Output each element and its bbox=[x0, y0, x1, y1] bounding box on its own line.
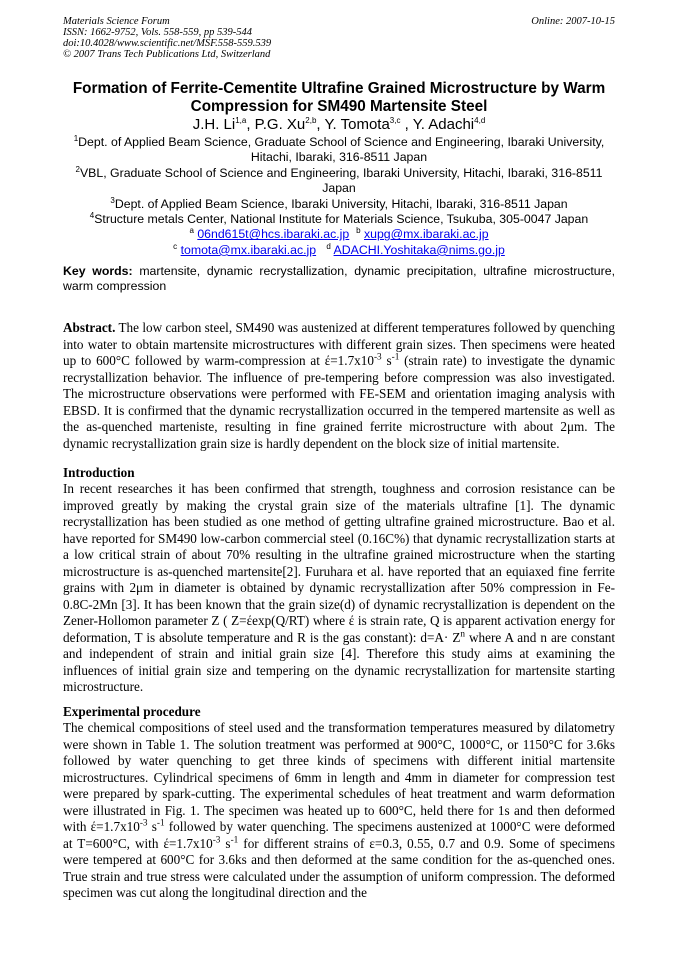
email-link-c[interactable]: tomota@mx.ibaraki.ac.jp bbox=[180, 242, 317, 257]
email-line-2: $^c$ tomota@mx.ibaraki.ac.jp $^d$ ADACHI.Yoshitaka@nims.go.jp bbox=[173, 241, 505, 257]
author-list bbox=[63, 116, 615, 134]
section-heading-experimental: Experimental procedure bbox=[63, 704, 201, 719]
author-name: , Y. Adachi bbox=[400, 116, 475, 133]
affiliation-block bbox=[63, 135, 615, 258]
journal-name: Materials Science Forum bbox=[63, 16, 170, 27]
email-line-1: $^a$ 06nd615t@hcs.ibaraki.ac.jp $^b$ xupg@mx.ibaraki.ac.jp bbox=[189, 226, 489, 242]
author-affil-mark: 3,c bbox=[389, 116, 401, 125]
affiliation-2: $^2$VBL, Graduate School of Science and Engineering, Ibaraki University, Hitachi, Ibaraki, 316-8511 Japan bbox=[75, 164, 603, 196]
keywords-text: martensite, dynamic recrystallization, dynamic precipitation, ultrafine microstructure, warm compression bbox=[63, 264, 615, 294]
abstract-label: Abstract. bbox=[63, 320, 116, 335]
affiliation-1: $^1$Dept. of Applied Beam Science, Graduate School of Science and Engineering, Ibaraki University, Hitachi, Ibaraki, 316-8511 Japan bbox=[73, 133, 605, 165]
email-link-a[interactable]: 06nd615t@hcs.ibaraki.ac.jp bbox=[197, 227, 350, 242]
affiliation-4: $^4$Structure metals Center, National Institute for Materials Science, Tsukuba, 305-0047 Japan bbox=[89, 210, 589, 227]
experimental-paragraph: The chemical compositions of steel used and the transformation temperatures measured by dilatometry were shown in Table 1. The solution treatment was performed at 900°C, 1000°C, or 1150°C for 3.6ks followed by water quenching to get three kinds of specimens with different initial martensite microstructures. Cylindrical specimens of 6mm in length and 4mm in diameter for compression test were prepared by spark-cutting. The experimental schedules of heat treatment and warm deformation were illustrated in Fig. 1. The specimen was heated up to 600°C, held there for 1s and then deformed with $έ=1.7x10^{-3}$ $s^{-1}$ followed by water quenching. The specimens austenized at 1000°C were deformed at T=600°C, with $έ=1.7x10^{-3}$ $s^{-1}$ for different strains of ε=0.3, 0.55, 0.7 and 0.9. Some of specimens were tempered at 600°C for 3.6ks and then deformed at the same condition for the as-quenched ones. True strain and true stress were calculated under the assumption of uniform compression. The deformed specimen was cut along the longitudinal direction and the bbox=[63, 720, 615, 900]
keywords bbox=[63, 264, 615, 294]
introduction-paragraph: In recent researches it has been confirmed that strength, toughness and corrosion resistance can be improved greatly by making the crystal grain size of the materials ultrafine [1]. The dynamic recrystallization has been studied as one method of getting ultrafine grained microstructure. Bao et al. have reported for SM490 low-carbon commercial steel (0.16C%) that dynamic recrystallization starts at a low critical strain of about 70% resulting in the ultrafine grained microstructure when the starting microstructure is as-quenched martensite[2]. Furuhara et al. have reported that an equiaxed fine ferrite grains with 2μm in diameter is obtained by dynamic recrystallization after 50% compression in Fe-0.8C-2Mn [3]. It has been known that the grain size(d) of dynamic recrystallization is dependent on the Zener-Hollomon parameter Z ( Z=έexp(Q/RT) where έ is strain rate, Q is apparent activation energy for deformation, T is absolute temperature and R is the gas constant): $d=A\cdot Z^n$ where A and n are constant and independent of strain and initial grain size [4]. Therefore this study aims at examining the influences of initial grain size and tempering on the dynamic recrystallization for martensite starting microstructure. bbox=[63, 481, 615, 694]
affiliation-3: $^3$Dept. of Applied Beam Science, Ibaraki University, Hitachi, Ibaraki, 316-8511 Japan bbox=[110, 195, 568, 211]
author-affil-mark: 2,b bbox=[305, 116, 317, 125]
issn-line: ISSN: 1662-9752, Vols. 558-559, pp 539-544 bbox=[63, 27, 252, 38]
author-name: , P.G. Xu bbox=[246, 116, 306, 133]
email-link-d[interactable]: ADACHI.Yoshitaka@nims.go.jp bbox=[333, 242, 505, 257]
author-name: J.H. Li bbox=[192, 116, 236, 133]
paper-title: Formation of Ferrite-Cementite Ultrafine Grained Microstructure by Warm Compression for SM490 Martensite Steel bbox=[72, 80, 606, 115]
doi-line: doi:10.4028/www.scientific.net/MSF.558-559.539 bbox=[63, 38, 272, 49]
author-affil-mark: 1,a bbox=[235, 116, 247, 125]
keywords-label: Key words: bbox=[63, 264, 133, 278]
section-heading-introduction: Introduction bbox=[63, 465, 135, 480]
online-date: Online: 2007-10-15 bbox=[531, 16, 615, 27]
email-link-b[interactable]: xupg@mx.ibaraki.ac.jp bbox=[363, 227, 489, 242]
copyright-line: © 2007 Trans Tech Publications Ltd, Switzerland bbox=[63, 49, 271, 60]
journal-header bbox=[63, 16, 271, 60]
author-affil-mark: 4,d bbox=[474, 116, 486, 125]
abstract: Abstract. The low carbon steel, SM490 was austenized at different temperatures followed by quenching into water to obtain martensite microstructures with different grain sizes. Then specimens were heated up to 600°C followed by warm-compression at $έ=1.7x10^{-3}$ $s^{-1}$ (strain rate) to investigate the dynamic recrystallization behavior. The influence of pre-tempering before compression was also investigated. The microstructure observations were performed with FE-SEM and orientation imaging analysis with EBSD. It is confirmed that the dynamic recrystallization occurred in the tempered martensite as well as the as-quenched marteniste, resulting in fine grained ferrite microstructure with about 2μm. The dynamic recrystallization grain size is hardly dependent on the block size of initial martensite. bbox=[63, 320, 616, 451]
author-name: , Y. Tomota bbox=[316, 116, 390, 133]
